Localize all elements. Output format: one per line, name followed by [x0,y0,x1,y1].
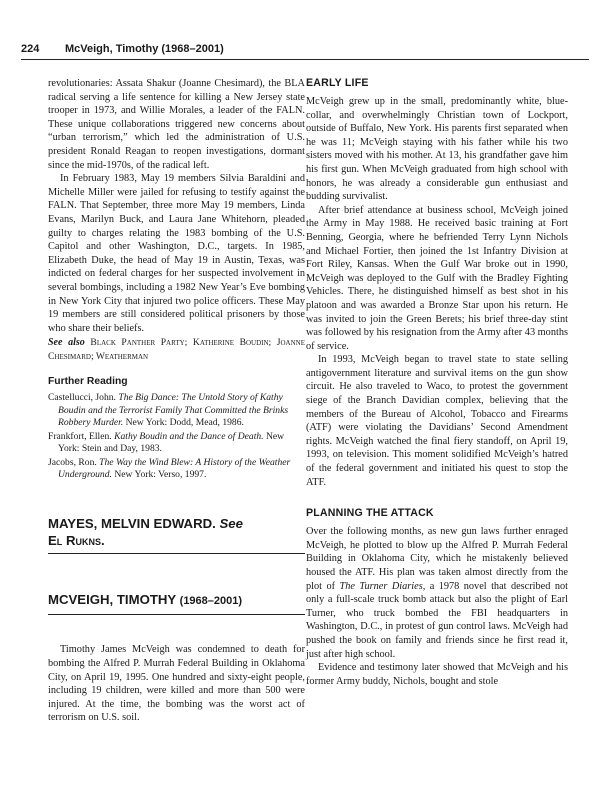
mayes-see-ref: El Rukns. [48,533,105,549]
body-paragraph: McVeigh grew up in the small, predominantly white, blue-collar, and overwhelmingly Christian town of Lockport, outside of Buffalo, New York. His parents first separated when he was 11; McVeigh staying with his father while his two sisters moved with his mother. At 13, his grandfather gave him his first gun. When McVeigh graduated from high school with honors, he was already a considerable gun enthusiast and budding survivalist. [306,96,568,203]
body-paragraph: In 1993, McVeigh began to travel state to state selling antigovernment literature and survival items on the gun show circuit. He also traveled to Waco, to protest the government siege of the Branch Davidian complex, believing that the members of the Bureau of Alcohol, Tobacco and Firearms (ATF) were violating the Davidians’ Second Amendment rights. McVeigh watched the final fiery standoff, on April 19, 1993, on television. This moment solidified McVeigh’s hatred of the federal government and initiated his quest to stop the ATF. [306,354,568,488]
running-head-title: McVeigh, Timothy (1968–2001) [65,43,224,55]
body-paragraph: After brief attendance at business school, McVeigh joined the Army in May 1988. He received basic training at Fort Benning, Georgia, where he befriended Terry Lynn Nichols and Michael Fortier, then joined the 1st Infantry Division at Fort Riley, Kansas. When the Gulf War broke out in 1990, McVeigh was deployed to the Gulf with the Bradley Fighting Vehicles. There, he distinguished himself as best shot in his platoon and was awarded a Bronze Star upon his return. He was invited to join the Green Berets; his brief three-day stint was followed by his resignation from the Army after 43 months of service. [306,204,568,352]
bib-author: Jacobs, Ron. [48,456,97,468]
bib-author: Frankfort, Ellen. [48,430,112,442]
early-life-heading: EARLY LIFE [306,77,369,89]
page-number: 224 [21,43,40,55]
mcveigh-entry-dates: (1968–2001) [179,595,243,608]
bib-title: The Big Dance: The Untold Story of Kathy Boudin and the Terrorist Family That Committed the Brinks Robbery Murder. [58,392,289,429]
bibliography-entry [48,392,305,429]
header-rule [21,59,589,60]
book-title: The Turner Diaries, [339,580,426,592]
body-paragraph: Evidence and testimony later showed that McVeigh and his former Army buddy, Nichols, bought and stole [306,662,568,687]
bib-publisher: New York: Dodd, Mead, 1986. [125,417,244,429]
mayes-entry-heading [48,515,305,554]
bib-publisher: New York: Stein and Day, 1983. [58,430,285,455]
paragraph-text: a 1978 novel that described not only a full-scale truck bomb attack but also the plight of Earl Turner, who truck bombed the FBI headquarters in Washington, D.C., in protest of gun control laws. McVeigh had pushed the book on family and friends since he first read it, just after high school. [306,580,568,660]
bib-publisher: New York: Verso, 1997. [114,468,207,480]
see-also-label: See also [48,337,85,349]
body-paragraph: In February 1983, May 19 members Silvia Baraldini and Michelle Miller were jailed for refusing to testify against the FALN. That September, three more May 19 members, Linda Evans, Marilyn Buck, and Laura Jane Whitehorn, pleaded guilty to charges relating the 1983 bombing of the U.S. Capitol and other Washington, D.C., targets. In 1985, Elizabeth Duke, the head of May 19 in Austin, Texas, was indicted on federal charges for her suspected involvement in several bombings, including a 1982 New Year’s Eve bombing in New York City that injured two police officers. These May 19 members are still considered political prisoners by those who share their beliefs. [48,173,305,334]
paragraph-text: Over the following months, as new gun laws further enraged McVeigh, he plotted to blow up the Alfred P. Murrah Federal Building in Oklahoma City, which he mistakenly believed housed the ATF. His plan was taken almost directly from the plot of [306,526,568,592]
body-paragraph: revolutionaries: Assata Shakur (Joanne Chesimard), the BLA radical serving a life sentence for killing a New Jersey state trooper in 1973, and Willie Morales, a leader of the FALN. These unique collaborations triggered new concerns about “urban terrorism,” which led the administration of U.S. president Ronald Reagan to reopen investigations, dormant since the mid-1970s, of the radical left. [48,78,305,171]
right-column [306,77,568,688]
body-paragraph [306,525,568,661]
further-reading-heading: Further Reading [48,376,128,388]
see-also-line [48,336,305,363]
mcveigh-entry-name: MCVEIGH, TIMOTHY [48,592,176,608]
planning-heading: PLANNING THE ATTACK [306,507,434,520]
mayes-see-label: See [219,516,243,532]
see-also-refs: Black Panther Party; Katherine Boudin; Joanne Chesimard; Weatherman [48,337,305,362]
bib-title: The Way the Wind Blew: A History of the Weather Underground. [58,456,291,480]
bib-title: Kathy Boudin and the Dance of Death. [114,430,264,442]
bibliography-entry [48,457,305,482]
bibliography-entry [48,431,305,456]
mayes-entry-name: MAYES, MELVIN EDWARD. [48,516,216,532]
body-paragraph: Timothy James McVeigh was condemned to death for bombing the Alfred P. Murrah Federal Building in Oklahoma City, on April 19, 1995. One hundred and sixty-eight people, including 19 children, were killed and more than 500 were injured. At the time, the bombing was the worst act of terrorism on U.S. soil. [48,644,305,724]
left-column [48,77,305,725]
bib-author: Castellucci, John. [48,392,116,404]
mcveigh-entry-heading [48,591,305,615]
running-header [21,42,589,60]
